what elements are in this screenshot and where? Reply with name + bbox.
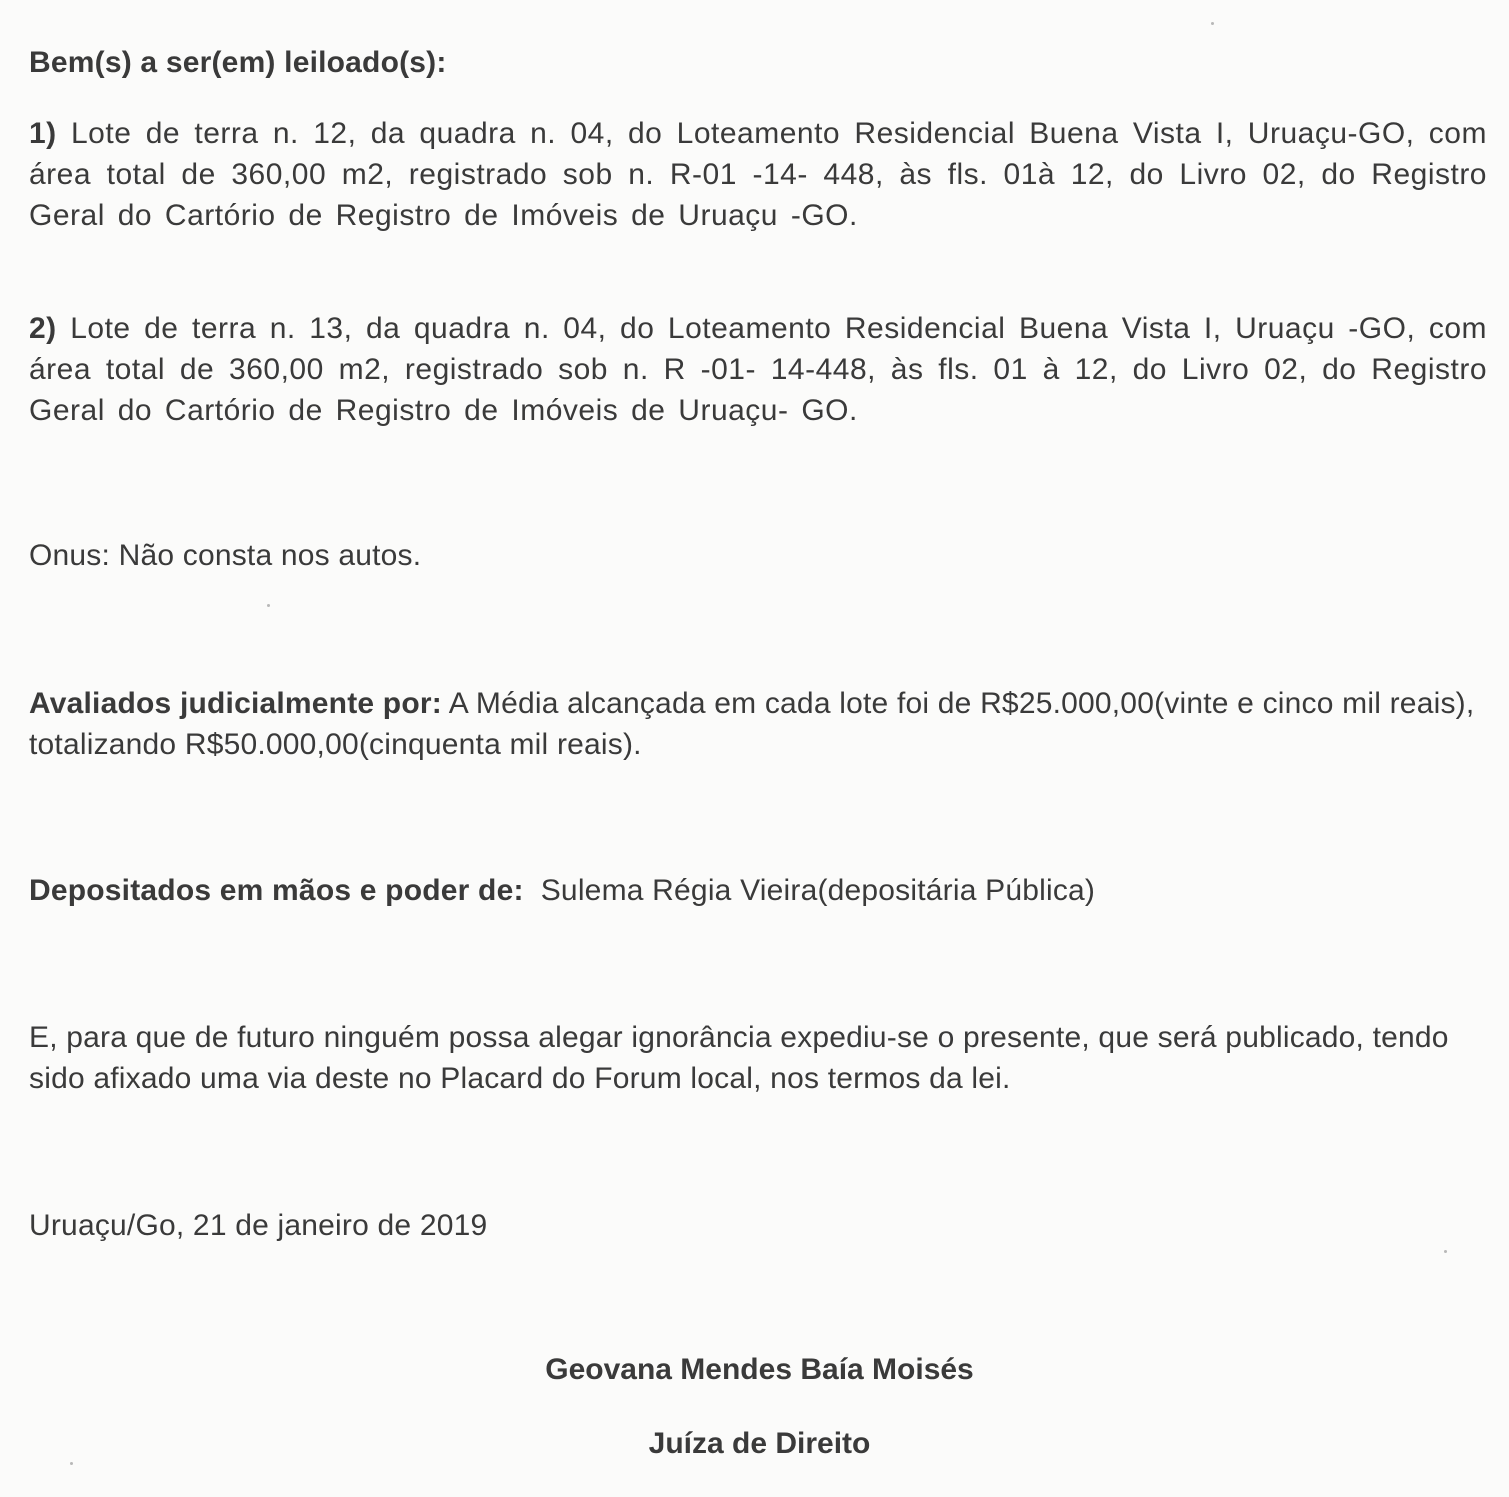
onus-statement: Onus: Não consta nos autos. xyxy=(29,539,422,572)
scan-speck xyxy=(1444,1250,1447,1253)
lot-item-description: Lote de terra n. 12, da quadra n. 04, do Loteamento Residencial Buena Vista I, Uruaçu-GO, com área total de 360,00 m2, registrado sob n. R-01 -14- 448, às fls. 01à 12, do Livro 02, do Registro Geral do Cartório de Registro de Imóveis de Uruaçu -GO. xyxy=(29,117,1487,232)
depositary-paragraph xyxy=(29,870,1487,911)
scan-speck xyxy=(70,1462,73,1465)
lot-item-1 xyxy=(29,113,1487,236)
depositary-text: Sulema Régia Vieira(depositária Pública) xyxy=(523,874,1096,907)
lot-item-2 xyxy=(29,308,1487,431)
valuation-text: A Média alcançada em cada lote foi de R$25.000,00(vinte e cinco mil reais), totalizando R$50.000,00(cinquenta mil reais). xyxy=(29,687,1475,761)
section-heading: Bem(s) a ser(em) leiloado(s): xyxy=(29,46,447,79)
closing-paragraph: E, para que de futuro ninguém possa alegar ignorância expediu-se o presente, que será publicado, tendo sido afixado uma via deste no Placard do Forum local, nos termos da lei. xyxy=(29,1021,1449,1095)
date-line: Uruaçu/Go, 21 de janeiro de 2019 xyxy=(29,1209,488,1242)
valuation-label: Avaliados judicialmente por: xyxy=(29,687,442,720)
valuation-paragraph xyxy=(29,683,1479,765)
signatory-title: Juíza de Direito xyxy=(648,1427,871,1460)
depositary-label: Depositados em mãos e poder de: xyxy=(29,874,524,907)
lot-item-description: Lote de terra n. 13, da quadra n. 04, do Loteamento Residencial Buena Vista I, Uruaçu -GO, com área total de 360,00 m2, registrado sob n. R -01- 14-448, às fls. 01 à 12, do Livro 02, do Registro Geral do Cartório de Registro de Imóveis de Uruaçu- GO. xyxy=(29,312,1487,427)
scan-speck xyxy=(1211,22,1214,25)
lot-item-number: 1) xyxy=(29,117,57,150)
signatory-name: Geovana Mendes Baía Moisés xyxy=(545,1353,974,1386)
lot-item-number: 2) xyxy=(29,312,57,345)
scan-speck xyxy=(267,604,270,607)
